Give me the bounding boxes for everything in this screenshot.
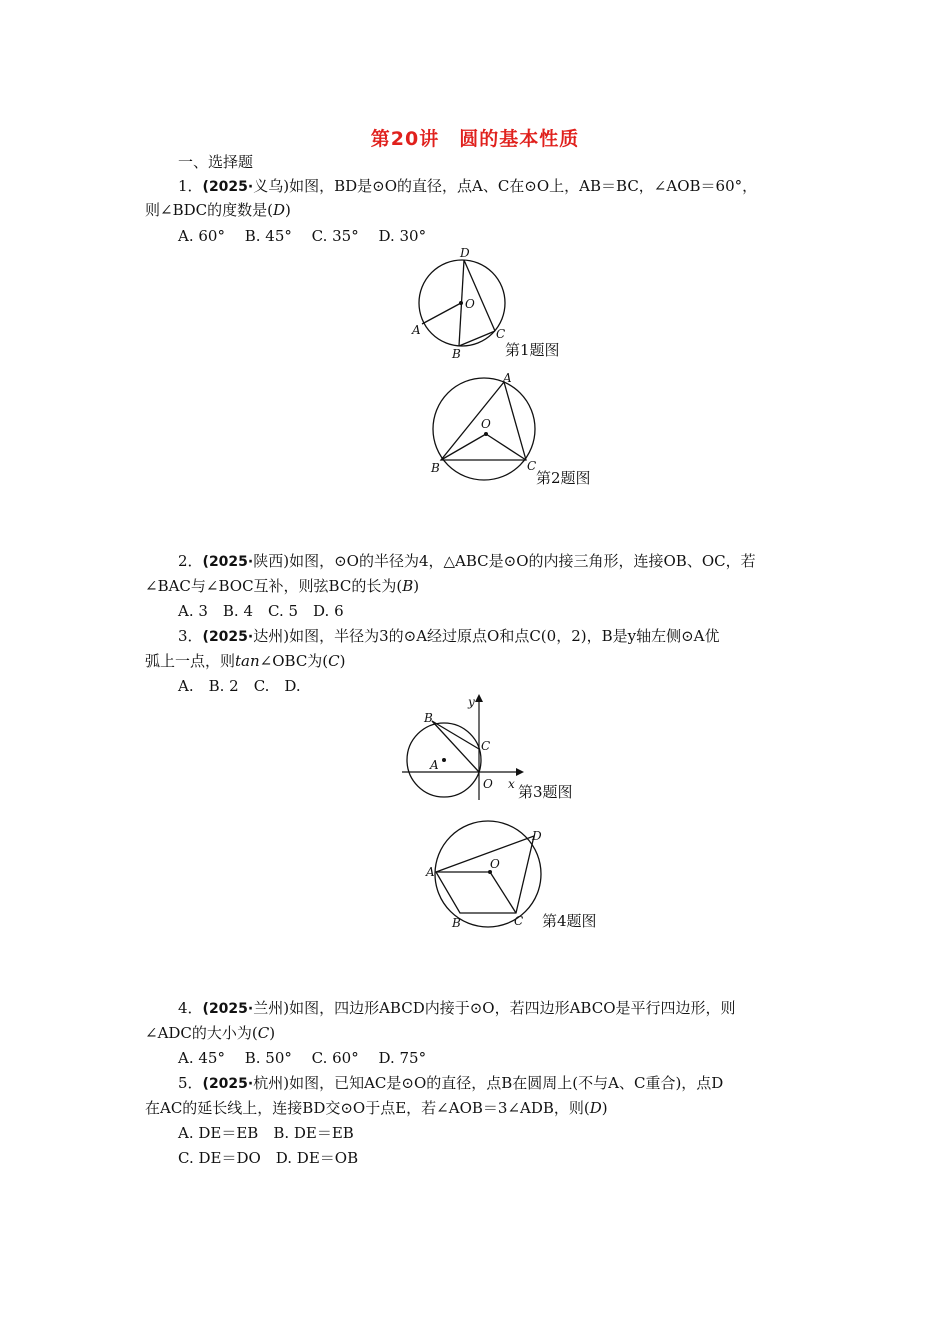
q3-line2: 弧上一点，则tan∠OBC为(C) xyxy=(145,652,346,670)
fig2-caption: 第2题图 xyxy=(536,469,591,487)
q2-options: A. 3 B. 4 C. 5 D. 6 xyxy=(178,602,344,620)
figure-4 xyxy=(422,816,632,936)
fig4-label-A: A xyxy=(426,865,435,879)
q1-answer: D xyxy=(272,201,285,219)
fig1-label-C: C xyxy=(496,327,506,341)
q2-line1: 2．(2025·陕西)如图，⊙O的半径为4，△ABC是⊙O的内接三角形，连接OB、OC，若 xyxy=(178,552,756,570)
fig4-label-C: C xyxy=(514,914,524,928)
figure-3 xyxy=(400,692,600,812)
q5-answer: D xyxy=(589,1099,602,1117)
q1-line1: 1．(2025·义乌)如图，BD是⊙O的直径，点A、C在⊙O上，AB＝BC，∠AOB＝60°， xyxy=(178,177,758,195)
fig3-label-O: O xyxy=(483,777,493,791)
fig1-label-D: D xyxy=(460,246,470,260)
q5-options-row2: C. DE＝DO D. DE＝OB xyxy=(178,1149,359,1167)
figure-1 xyxy=(408,246,608,386)
fig3-label-y: y xyxy=(468,695,475,709)
fig4-caption: 第4题图 xyxy=(542,912,597,930)
q3-options: A. B. 2 C. D. xyxy=(178,677,301,695)
q1-line2: 则∠BDC的度数是(D) xyxy=(145,201,291,219)
fig4-label-B: B xyxy=(452,916,461,930)
fig2-label-O: O xyxy=(481,417,491,431)
q3-answer: C xyxy=(328,652,340,670)
fig3-label-B: B xyxy=(424,711,433,725)
page-title: 第20讲 圆的基本性质 xyxy=(370,128,580,150)
fig1-caption: 第1题图 xyxy=(505,341,560,359)
figure-2 xyxy=(426,372,636,492)
q5-line1: 5．(2025·杭州)如图，已知AC是⊙O的直径，点B在圆周上(不与A、C重合)，点D xyxy=(178,1074,724,1092)
q5-line2: 在AC的延长线上，连接BD交⊙O于点E，若∠AOB＝3∠ADB，则(D) xyxy=(145,1099,608,1117)
q5-options-row1: A. DE＝EB B. DE＝EB xyxy=(178,1124,354,1142)
q4-answer: C xyxy=(257,1024,270,1042)
fig2-label-C: C xyxy=(527,459,537,473)
fig3-label-C: C xyxy=(481,739,491,753)
fig3-label-x: x xyxy=(508,777,515,791)
q4-line2: ∠ADC的大小为(C) xyxy=(145,1024,276,1042)
section-heading: 一、选择题 xyxy=(178,153,254,171)
fig1-label-B: B xyxy=(452,347,461,361)
fig1-label-A: A xyxy=(412,323,421,337)
fig1-label-O: O xyxy=(465,297,475,311)
q1-options: A. 60° B. 45° C. 35° D. 30° xyxy=(178,227,427,245)
fig4-label-D: D xyxy=(532,829,542,843)
q2-answer: B xyxy=(402,577,414,595)
fig3-label-A: A xyxy=(430,758,439,772)
fig2-label-A: A xyxy=(503,371,512,385)
q2-line2: ∠BAC与∠BOC互补，则弦BC的长为(B) xyxy=(145,577,420,595)
fig4-label-O: O xyxy=(490,857,500,871)
q3-line1: 3．(2025·达州)如图，半径为3的⊙A经过原点O和点C(0，2)，B是y轴左侧⊙A优 xyxy=(178,627,720,645)
q4-options: A. 45° B. 50° C. 60° D. 75° xyxy=(178,1049,427,1067)
fig2-label-B: B xyxy=(431,461,440,475)
fig3-caption: 第3题图 xyxy=(518,783,573,801)
q4-line1: 4．(2025·兰州)如图，四边形ABCD内接于⊙O，若四边形ABCO是平行四边形，则 xyxy=(178,999,736,1017)
